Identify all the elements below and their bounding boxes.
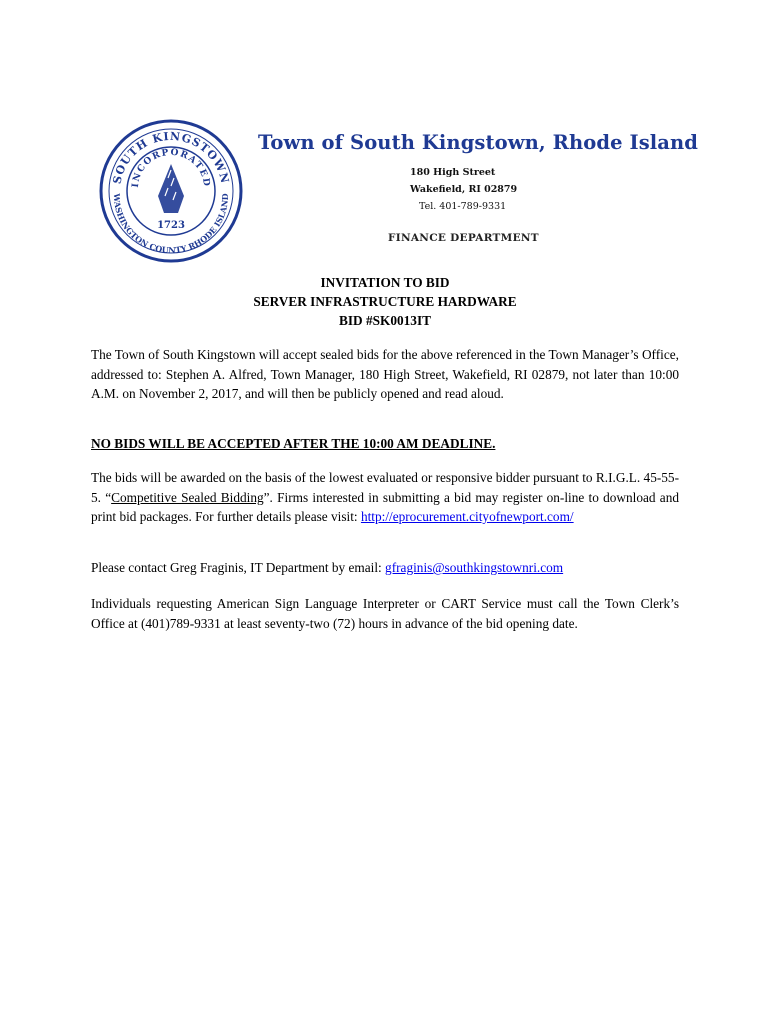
award-text-a: The bids will be awarded on the basis of the lowest evaluated or responsive bidder pursuant to R.I.G.L. 45-55-5. “ — [91, 470, 679, 505]
phone-number: Tel. 401-789-9331 — [419, 201, 507, 212]
award-paragraph — [91, 468, 679, 527]
bid-intro-paragraph: The Town of South Kingstown will accept sealed bids for the above referenced in the Town Manager’s Office, addressed to: Stephen A. Alfred, Town Manager, 180 High Street, Wakefield, RI 02879, not later than 10:00 A.M. on November 2, 2017, and will then be publicly opened and read aloud. — [91, 347, 679, 401]
address-street: 180 High Street — [410, 167, 496, 178]
competitive-bidding-term: Competitive Sealed Bidding — [111, 489, 264, 505]
seal-center-text: INCORPORATED — [130, 147, 212, 189]
department-name: FINANCE DEPARTMENT — [388, 232, 539, 244]
seal-bottom-text: WASHINGTON COUNTY RHODE ISLAND — [111, 193, 231, 256]
seal-top-text: SOUTH KINGSTOWN — [110, 129, 232, 186]
contact-email-link[interactable]: gfraginis@southkingstownri.com — [385, 560, 564, 575]
contact-paragraph — [91, 558, 679, 578]
deadline-notice: NO BIDS WILL BE ACCEPTED AFTER THE 10:00 AM DEADLINE. — [91, 436, 496, 451]
accessibility-paragraph: Individuals requesting American Sign Language Interpreter or CART Service must call the Town Clerk’s Office at (401)789-9331 at least seventy-two (72) hours in advance of the bid opening date. — [91, 596, 679, 631]
heading-line-1: INVITATION TO BID — [320, 275, 450, 290]
heading-line-2: SERVER INFRASTRUCTURE HARDWARE — [253, 294, 517, 309]
heading-line-3: BID #SK0013IT — [339, 313, 431, 328]
award-text-b: ”. Firms interested in submitting a bid may register on-line to download and print bid packages. For further details please visit: — [91, 489, 680, 524]
address-city: Wakefield, RI 02879 — [410, 184, 518, 195]
town-seal-logo — [98, 118, 244, 264]
town-title: Town of South Kingstown, Rhode Island — [258, 131, 699, 154]
contact-text: Please contact Greg Fraginis, IT Department by email: — [91, 560, 386, 575]
seal-year: 1723 — [157, 220, 185, 231]
document-heading — [0, 273, 770, 330]
eprocurement-link[interactable]: http://eprocurement.cityofnewport.com/ — [360, 509, 574, 524]
